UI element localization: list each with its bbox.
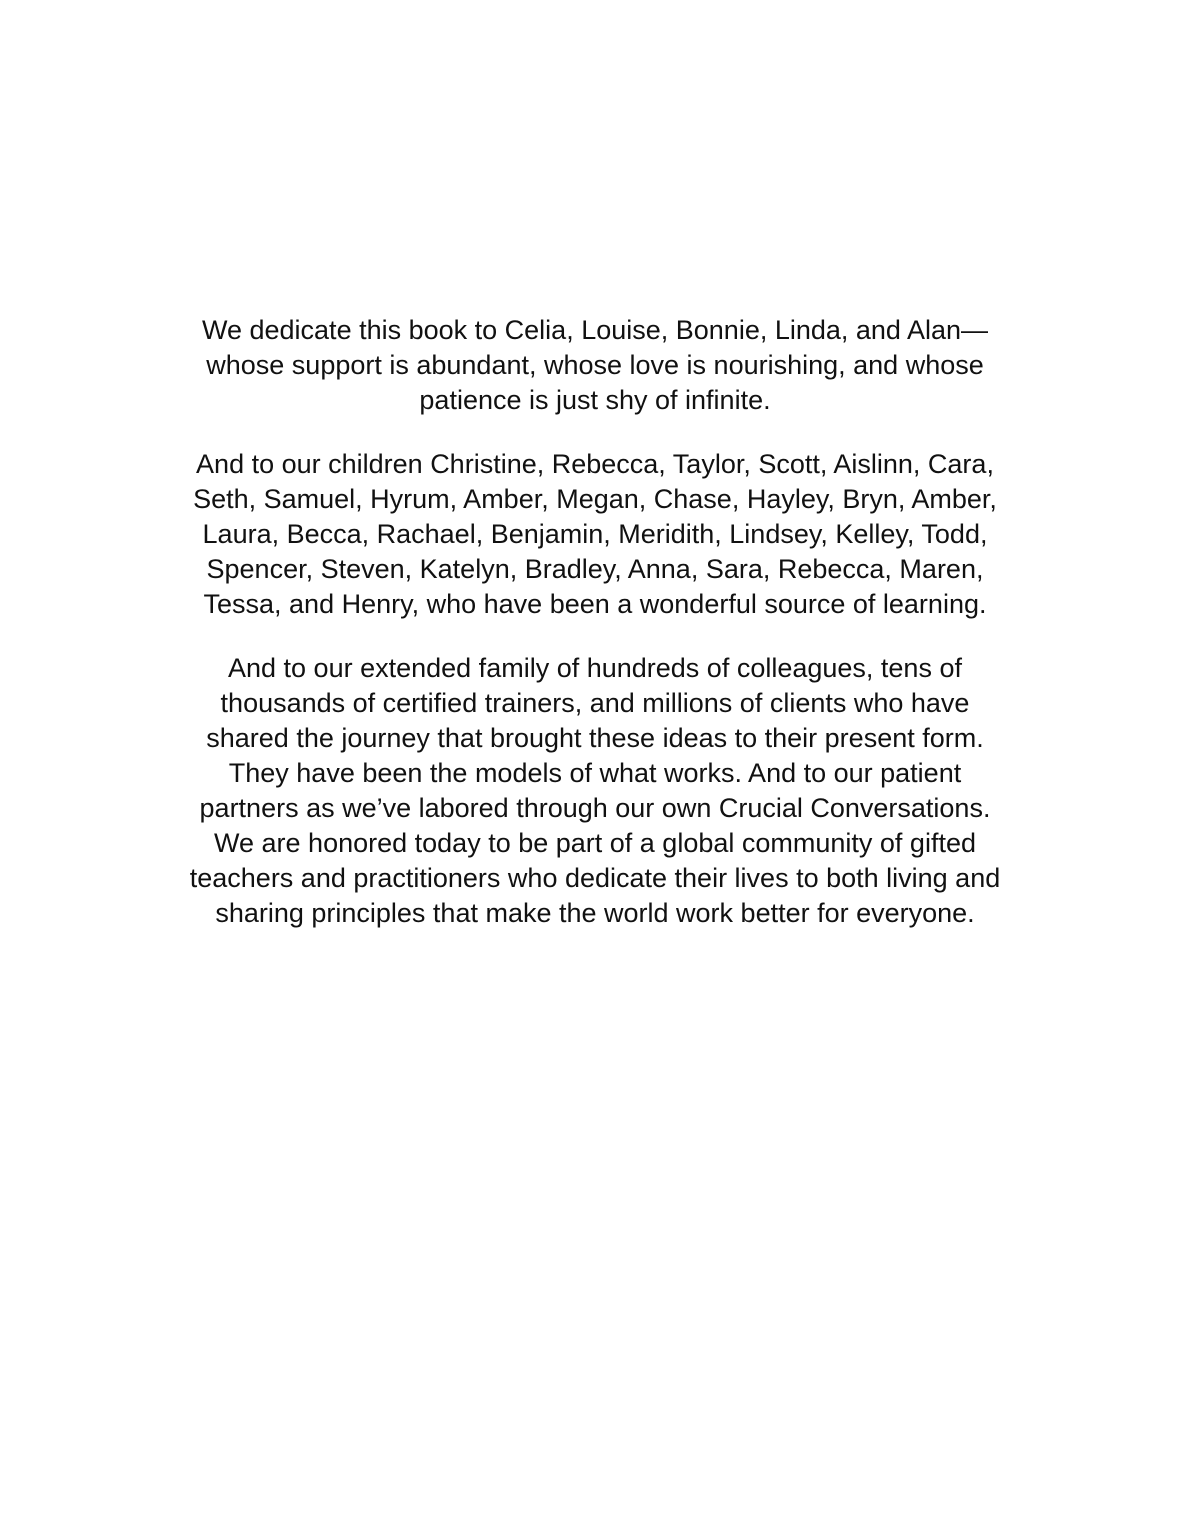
text-line: We dedicate this book to Celia, Louise, Bonnie, Linda, and Alan— [201,315,989,345]
dedication-paragraph-3 [120,651,1070,931]
text-line: Tessa, and Henry, who have been a wonderful source of learning. [203,589,987,619]
dedication-paragraph-1 [120,313,1070,418]
dedication-text [120,313,1070,960]
text-line: whose support is abundant, whose love is nourishing, and whose [206,350,984,380]
text-line: shared the journey that brought these ideas to their present form. [206,723,984,753]
dedication-paragraph-2 [120,447,1070,622]
text-line: thousands of certified trainers, and millions of clients who have [220,688,970,718]
text-line: Laura, Becca, Rachael, Benjamin, Meridith, Lindsey, Kelley, Todd, [202,519,988,549]
text-line: We are honored today to be part of a global community of gifted [214,828,976,858]
text-line: Seth, Samuel, Hyrum, Amber, Megan, Chase, Hayley, Bryn, Amber, [193,484,997,514]
text-line: They have been the models of what works. And to our patient [228,758,962,788]
text-line: partners as we’ve labored through our own Crucial Conversations. [199,793,991,823]
text-line: patience is just shy of infinite. [419,385,771,415]
text-line: sharing principles that make the world work better for everyone. [215,898,975,928]
text-line: Spencer, Steven, Katelyn, Bradley, Anna, Sara, Rebecca, Maren, [206,554,984,584]
text-line: And to our extended family of hundreds of colleagues, tens of [228,653,962,683]
text-line: And to our children Christine, Rebecca, Taylor, Scott, Aislinn, Cara, [196,449,994,479]
text-line: teachers and practitioners who dedicate their lives to both living and [189,863,1001,893]
